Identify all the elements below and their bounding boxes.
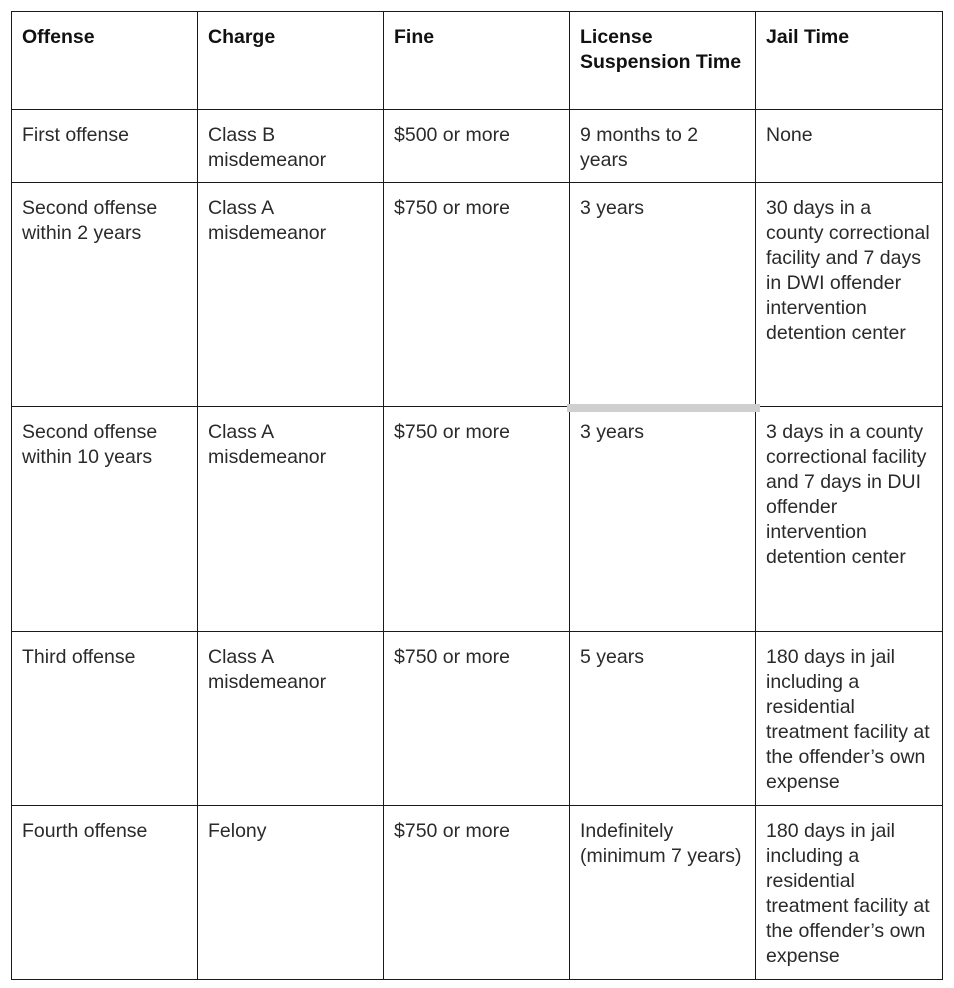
cell-charge: Class A misdemeanor — [198, 407, 384, 632]
cell-offense: Second offense within 2 years — [12, 183, 198, 407]
header-fine: Fine — [384, 12, 570, 110]
cell-offense: First offense — [12, 110, 198, 183]
cell-jail-time: 30 days in a county correctional facility and 7 days in DWI offender intervention detention center — [756, 183, 943, 407]
cell-fine: $750 or more — [384, 632, 570, 806]
table-row — [12, 110, 943, 183]
table-row — [12, 806, 943, 980]
cell-fine: $750 or more — [384, 407, 570, 632]
cell-fine: $750 or more — [384, 183, 570, 407]
penalties-table — [11, 11, 943, 980]
table-row — [12, 407, 943, 632]
cell-jail-time: 3 days in a county correctional facility and 7 days in DUI offender intervention detention center — [756, 407, 943, 632]
header-jail-time: Jail Time — [756, 12, 943, 110]
cell-jail-time: 180 days in jail including a residential treatment facility at the offender’s own expense — [756, 806, 943, 980]
cell-fine: $500 or more — [384, 110, 570, 183]
cell-charge: Felony — [198, 806, 384, 980]
cell-offense: Fourth offense — [12, 806, 198, 980]
cell-charge: Class A misdemeanor — [198, 632, 384, 806]
cell-license-suspension: 3 years — [570, 183, 756, 407]
horizontal-scrollbar[interactable] — [567, 404, 760, 412]
header-offense: Offense — [12, 12, 198, 110]
cell-license-suspension: 5 years — [570, 632, 756, 806]
cell-charge: Class B misdemeanor — [198, 110, 384, 183]
table-row — [12, 632, 943, 806]
cell-license-suspension: 3 years — [570, 407, 756, 632]
cell-license-suspension: Indefinitely (minimum 7 years) — [570, 806, 756, 980]
header-charge: Charge — [198, 12, 384, 110]
table-header-row — [12, 12, 943, 110]
cell-license-suspension: 9 months to 2 years — [570, 110, 756, 183]
header-license-suspension-time: License Suspension Time — [570, 12, 756, 110]
table-row — [12, 183, 943, 407]
cell-fine: $750 or more — [384, 806, 570, 980]
cell-offense: Second offense within 10 years — [12, 407, 198, 632]
cell-jail-time: 180 days in jail including a residential treatment facility at the offender’s own expense — [756, 632, 943, 806]
cell-charge: Class A misdemeanor — [198, 183, 384, 407]
cell-offense: Third offense — [12, 632, 198, 806]
cell-jail-time: None — [756, 110, 943, 183]
